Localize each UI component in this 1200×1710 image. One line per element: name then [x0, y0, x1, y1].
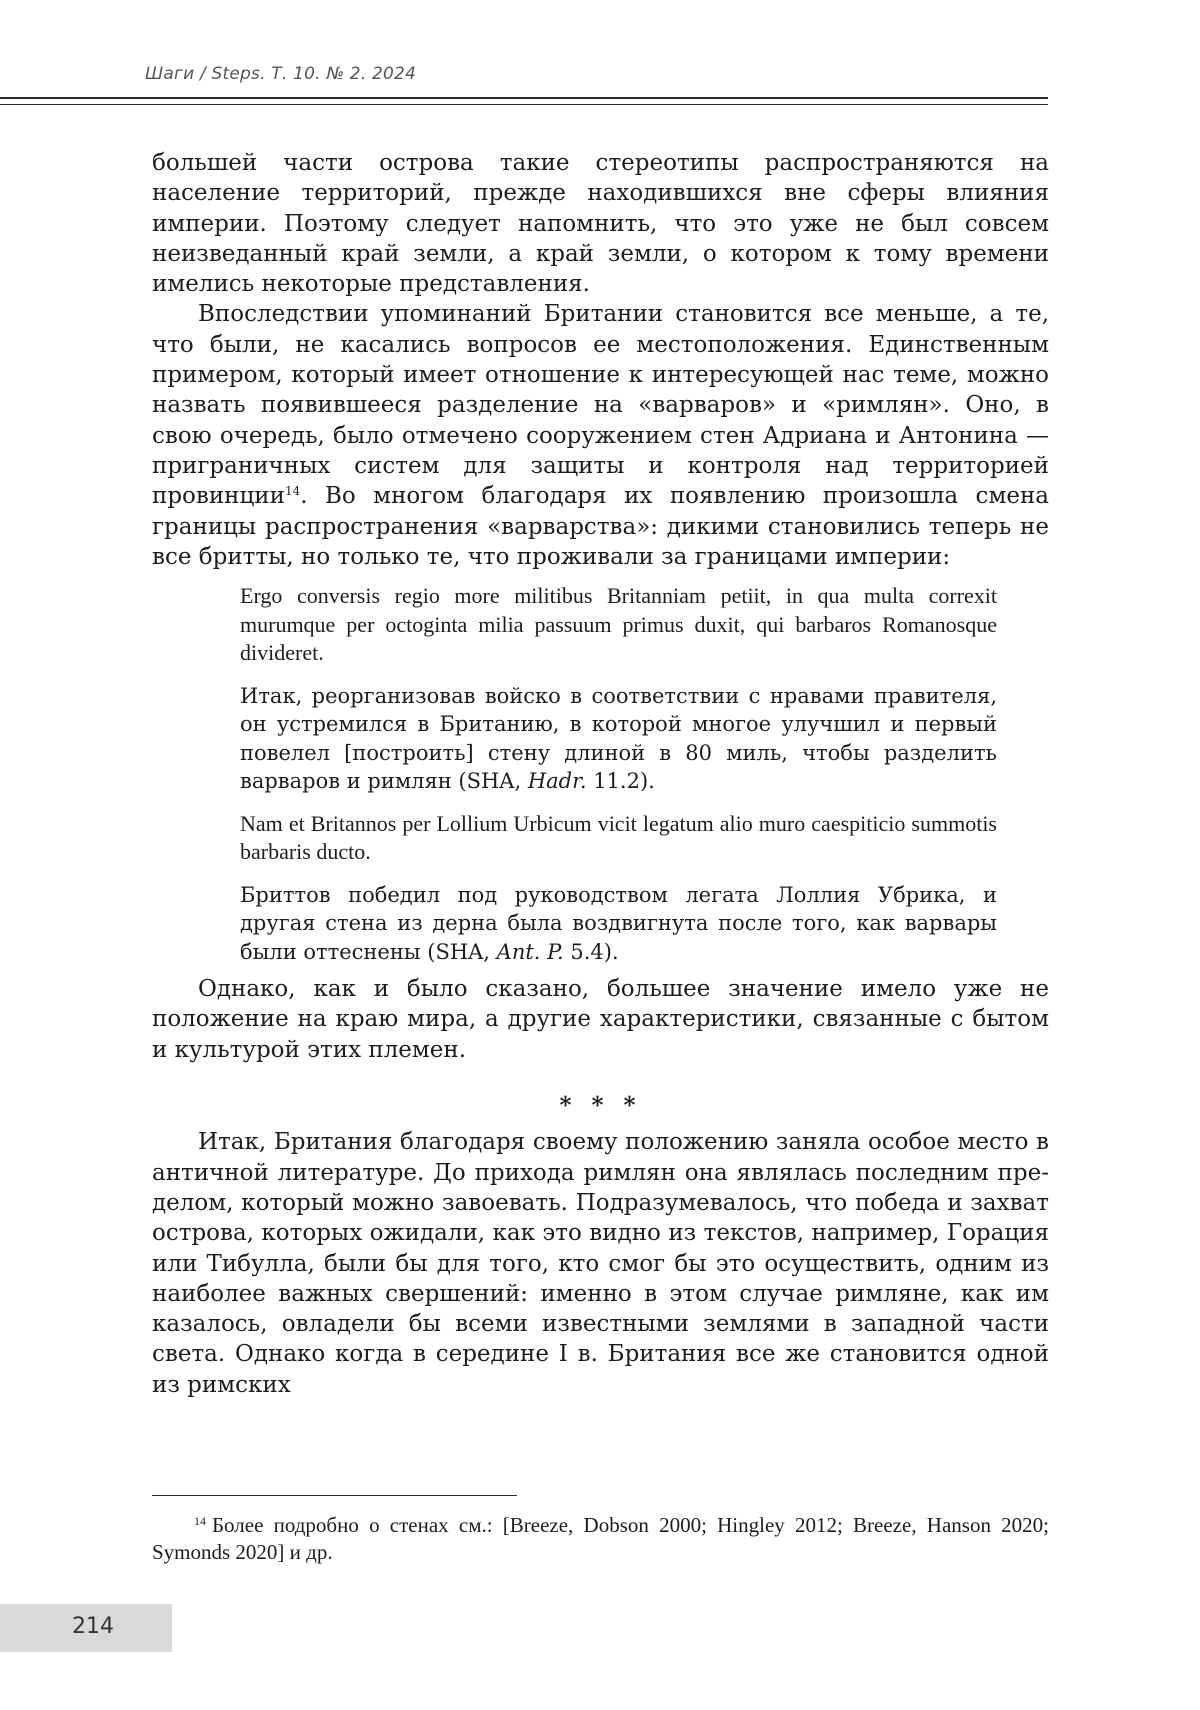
block-quotes	[240, 582, 997, 966]
footnote	[152, 1512, 1049, 1566]
quote-russian-hadrian	[240, 682, 997, 796]
paragraph-walls-text: Впоследствии упоминаний Британии становится все меньше, а те, что были, не касались вопросов ее местоположения. Единственным примером, который имеет отношение к интересующей нас теме, можно назвать появившееся разделение на «варваров» и «римлян». Оно, в свою очередь, было отмечено сооружением стен Адриана и Антонина — приграничных систем для защиты и контроля над территорией провинции	[152, 301, 1049, 510]
quote-russian-hadrian-text: Итак, реорганизовав войско в соответствии с нравами правителя, он устремился в Британию, в которой многое улучшил и первый повелел [построить] стену длиной в 80 миль, чтобы разделить варваров и римлян (SHA,	[240, 683, 997, 794]
footnote-text: Более подробно о стенах см.: [Breeze, Dobson 2000; Hingley 2012; Breeze, Hanson 2020; Symonds 2020] и др.	[152, 1513, 1049, 1564]
paragraph-walls-text-end: . Во многом благодаря их появлению произошла смена границы распространения «варварства»: дикими становились теперь не все бритты, но только те, что проживали за границами империи:	[152, 483, 1049, 570]
paragraph-significance: Однако, как и было сказано, большее значение имело уже не положение на краю мира, а другие характеристики, связанные с бытом и культурой этих племен.	[152, 976, 1049, 1063]
quote-latin-hadrian: Ergo conversis regio more militibus Britanniam petiit, in qua multa correxit murumque per octoginta milia passuum primus duxit, qui barbaros Romanosque divideret.	[240, 583, 997, 666]
source-locus-ant-p: 5.4).	[563, 939, 619, 964]
source-work-ant-p: Ant. P.	[496, 939, 564, 964]
footnote-marker: 14	[194, 1514, 206, 1528]
paragraph-conclusion: Итак, Британия благодаря своему положению заняла особое место в античной литературе. До прихода римлян она являлась последним пределом, который можно завоевать. Подразумевалось, что победа и захват острова, которых ожидали, как это видно из текстов, например, Горация или Тибулла, были бы для того, кто смог бы это осуществить, одним из наиболее важных свершений: именно в этом случае римляне, как им казалось, овладели бы всеми известными землями в западной части света. Однако когда в середине I в. Британия все же становится одной из римских	[152, 1129, 1049, 1398]
paragraph-walls	[152, 299, 1049, 572]
page-number: 214	[72, 1614, 114, 1639]
quote-russian-antoninus-text: Бриттов победил под руководством легата Лоллия Убрика, и другая стена из дерна была воздвигнута после того, как варвары были оттеснены (SHA,	[240, 882, 997, 964]
running-head: Шаги / Steps. Т. 10. № 2. 2024	[145, 64, 417, 84]
quote-latin-antoninus: Nam et Britannos per Lollium Urbicum vicit legatum alio muro caespiticio summotis barbaris ducto.	[240, 810, 997, 865]
header-rule-thick	[0, 97, 1048, 99]
section-asterism: * * *	[559, 1092, 642, 1120]
paragraph-continued: большей части острова такие стереотипы распространяются на население территорий, прежде находившихся вне сферы влияния империи. Поэтому следует напомнить, что это уже не был совсем неизведанный край земли, а край земли, о котором к тому времени имелись некоторые представления.	[152, 150, 1049, 298]
footnote-reference[interactable]: 14	[284, 484, 301, 499]
footnote-rule	[152, 1495, 517, 1496]
quote-russian-antoninus	[240, 881, 997, 967]
main-text	[152, 148, 1049, 1400]
header-rule-thin	[0, 104, 1048, 105]
source-locus-hadr: 11.2).	[586, 769, 655, 794]
source-work-hadr: Hadr.	[527, 769, 587, 794]
